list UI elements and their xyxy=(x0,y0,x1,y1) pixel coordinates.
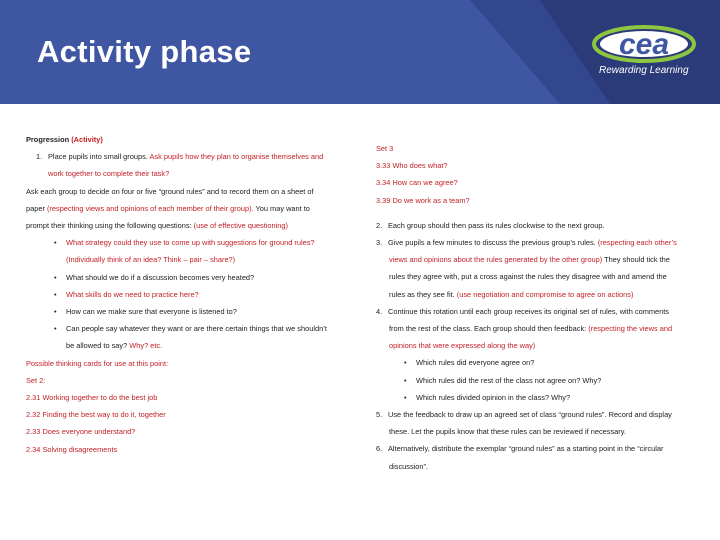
para-line-1: Ask each group to decide on four or five “ground rules” and to record them on a sheet of xyxy=(26,186,314,196)
bullet-5-line-2 xyxy=(26,337,356,354)
bullet-text-red: Why? etc. xyxy=(129,341,163,351)
bullet-5-line-1: • Can people say whatever they want or are there certain things that we shouldn’t xyxy=(26,320,356,337)
right-bullet-3: • Which rules divided opinion in the class? Why? xyxy=(376,389,706,406)
set-2-label: Set 2: xyxy=(26,375,46,385)
step-1-line-2: work together to complete their task? xyxy=(48,169,170,179)
card-3-34: 3.34 How can we agree? xyxy=(376,178,458,188)
bullet-3: • What skills do we need to practice here? xyxy=(26,286,356,303)
right-bullet-1: • Which rules did everyone agree on? xyxy=(376,354,706,371)
card-2-31: 2.31 Working together to do the best job xyxy=(26,393,158,403)
card-3-39: 3.39 Do we work as a team? xyxy=(376,195,470,205)
bullet-4: • How can we make sure that everyone is listened to? xyxy=(26,303,356,320)
heading-activity: (Activity) xyxy=(71,135,103,144)
step-2 xyxy=(376,217,706,234)
left-column xyxy=(26,131,356,458)
step-3-line-1 xyxy=(376,234,706,251)
card-2-33: 2.33 Does everyone understand? xyxy=(26,427,136,437)
cards-title: Possible thinking cards for use at this point: xyxy=(26,358,169,368)
para-text-red: (use of effective questioning) xyxy=(193,221,288,231)
step-number: 5. xyxy=(376,410,383,420)
step-5-line-2: these. Let the pupils know that these rules can be reviewed if necessary. xyxy=(389,427,626,437)
bullet-1-line-1: • What strategy could they use to come up with suggestions for ground rules? xyxy=(26,234,356,251)
progression-heading xyxy=(26,131,356,148)
step-text: Continue this rotation until each group receives its original set of rules, with comments xyxy=(388,306,669,316)
step-number: 1. xyxy=(36,152,43,162)
right-column xyxy=(376,140,706,475)
step-3-line-4 xyxy=(376,286,706,303)
step-number: 6. xyxy=(376,444,383,454)
step-5-line-1 xyxy=(376,406,706,423)
step-text: Each group should then pass its rules clockwise to the next group. xyxy=(388,220,605,230)
step-4-line-1 xyxy=(376,303,706,320)
bullet-text: be allowed to say? xyxy=(66,341,130,351)
step-4-line-2 xyxy=(376,320,706,337)
step-text-red: Ask pupils how they plan to organise themselves and xyxy=(149,152,324,162)
logo-text: cea xyxy=(618,28,670,61)
spacer xyxy=(376,209,706,217)
step-text-red: (use negotiation and compromise to agree on actions) xyxy=(456,289,634,299)
step-3-line-2 xyxy=(376,251,706,268)
step-text: rules as they see fit. xyxy=(389,289,457,299)
para-text: paper xyxy=(26,203,47,213)
header-banner xyxy=(0,0,720,104)
step-text-red: (respecting each other’s xyxy=(597,238,677,248)
tagline: Rewarding Learning xyxy=(599,65,689,76)
step-text: from the rest of the class. Each group should then feedback: xyxy=(389,324,589,334)
step-6-line-1 xyxy=(376,440,706,457)
step-number: 4. xyxy=(376,306,383,316)
step-1-line-1 xyxy=(26,148,356,165)
cea-logo xyxy=(592,24,696,64)
para-text-red: (respecting views and opinions of each member of their group). xyxy=(46,203,254,213)
para-text: You may want to xyxy=(253,203,310,213)
step-text: Use the feedback to draw up an agreed set of class “ground rules”. Record and display xyxy=(388,410,672,420)
card-2-32: 2.32 Finding the best way to do it, together xyxy=(26,410,166,420)
step-number: 2. xyxy=(376,220,383,230)
heading-text: Progression xyxy=(26,135,72,144)
set-3-label: Set 3 xyxy=(376,144,394,153)
right-bullet-2: • Which rules did the rest of the class not agree on? Why? xyxy=(376,372,706,389)
step-3-line-3: rules they agree with, put a cross against the rules they disagree with and amend the xyxy=(389,272,667,282)
step-text: They should tick the xyxy=(602,255,670,265)
step-number: 3. xyxy=(376,238,383,248)
step-text: Place pupils into small groups. xyxy=(48,152,150,162)
step-6-line-2: discussion”. xyxy=(389,461,429,471)
para-line-3 xyxy=(26,217,356,234)
step-text-red: views and opinions about the rules generated by the other group) xyxy=(389,255,603,265)
step-text-red: (respecting the views and xyxy=(588,324,673,334)
bullet-1-line-2: (Individually think of an idea? Think – pair – share?) xyxy=(66,255,236,265)
para-line-2 xyxy=(26,200,356,217)
step-text: Give pupils a few minutes to discuss the previous group’s rules. xyxy=(388,238,598,248)
page-title: Activity phase xyxy=(37,34,252,69)
card-2-34: 2.34 Solving disagreements xyxy=(26,444,118,454)
bullet-2: • What should we do if a discussion becomes very heated? xyxy=(26,269,356,286)
card-3-33: 3.33 Who does what? xyxy=(376,161,448,171)
para-text: prompt their thinking using the following questions: xyxy=(26,221,194,231)
step-4-line-3: opinions that were expressed along the way) xyxy=(389,341,536,351)
step-text: Alternatively, distribute the exemplar “ground rules” as a starting point in the “circular xyxy=(388,444,664,454)
